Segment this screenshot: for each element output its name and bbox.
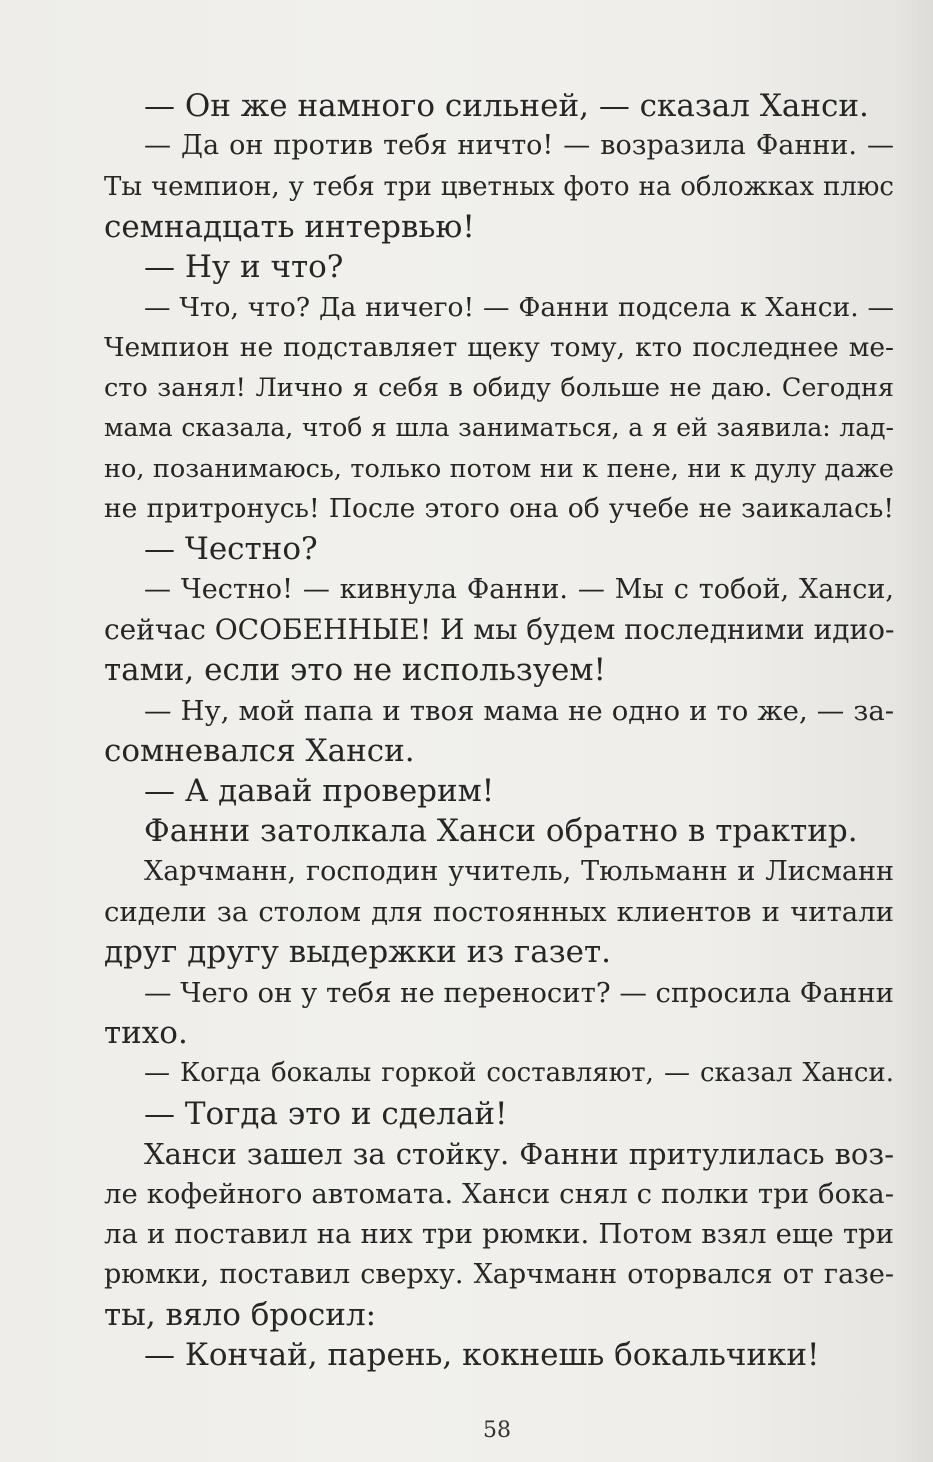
text-line: Чемпион не подставляет щеку тому, кто последнее ме- <box>104 331 894 363</box>
text-line: — Ну, мой папа и твоя мама не одно и то же, — за- <box>144 694 894 727</box>
text-line: сейчас ОСОБЕННЫЕ! И мы будем последними идио- <box>104 612 895 646</box>
text-line: — Он же намного сильней, — сказал Ханси. <box>144 88 869 124</box>
text-line: сомневался Ханси. <box>104 732 415 769</box>
text-line: Ты чемпион, у тебя три цветных фото на обложках плюс <box>104 171 894 202</box>
text-line: сидели за столом для постоянных клиентов и читали <box>104 896 894 928</box>
text-line: тихо. <box>104 1014 188 1051</box>
text-line: — Кончай, парень, кокнешь бокальчики! <box>144 1337 820 1374</box>
text-line: ты, вяло бросил: <box>104 1297 377 1333</box>
text-line: — Что, что? Да ничего! — Фанни подсела к Ханси. — <box>144 291 894 323</box>
text-line: Харчманн, господин учитель, Тюльманн и Лисманн <box>144 855 894 887</box>
page-number-text: 58 <box>483 1418 511 1443</box>
page-number <box>0 1418 933 1443</box>
text-line: ла и поставил на них три рюмки. Потом взял еще три <box>104 1218 894 1251</box>
text-line: мама сказала, чтоб я шла заниматься, а я ей заявила: лад- <box>104 413 894 443</box>
text-line: но, позанимаюсь, только потом ни к пене, ни к дулу даже <box>104 453 894 484</box>
text-line: рюмки, поставил сверху. Харчманн оторвался от газе- <box>104 1258 894 1290</box>
text-line: — Ну и что? <box>144 249 344 286</box>
text-line: — Чего он у тебя не переносит? — спросила Фанни <box>144 976 894 1009</box>
text-line: — А давай проверим! <box>144 773 495 810</box>
text-line: ле кофейного автомата. Ханси снял с полки три бока- <box>104 1178 894 1211</box>
text-line: Ханси зашел за стойку. Фанни притулилась воз- <box>144 1136 894 1171</box>
text-line: — Когда бокалы горкой составляют, — сказал Ханси. <box>144 1058 894 1089</box>
text-line: сто занял! Лично я себя в обиду больше не даю. Сегодня <box>104 373 894 404</box>
text-line: Фанни затолкала Ханси обратно в трактир. <box>144 813 858 850</box>
text-line: — Да он против тебя ничто! — возразила Фанни. — <box>144 130 894 162</box>
text-line: семнадцать интервью! <box>104 208 475 245</box>
text-line: — Честно? <box>144 531 318 568</box>
text-line: не притронусь! После этого она об учебе не заикалась! <box>104 493 894 524</box>
text-line: — Честно! — кивнула Фанни. — Мы с тобой, Ханси, <box>144 573 894 605</box>
text-line: друг другу выдержки из газет. <box>104 934 611 971</box>
text-line: — Тогда это и сделай! <box>144 1095 508 1132</box>
text-line: тами, если это не используем! <box>104 652 606 689</box>
